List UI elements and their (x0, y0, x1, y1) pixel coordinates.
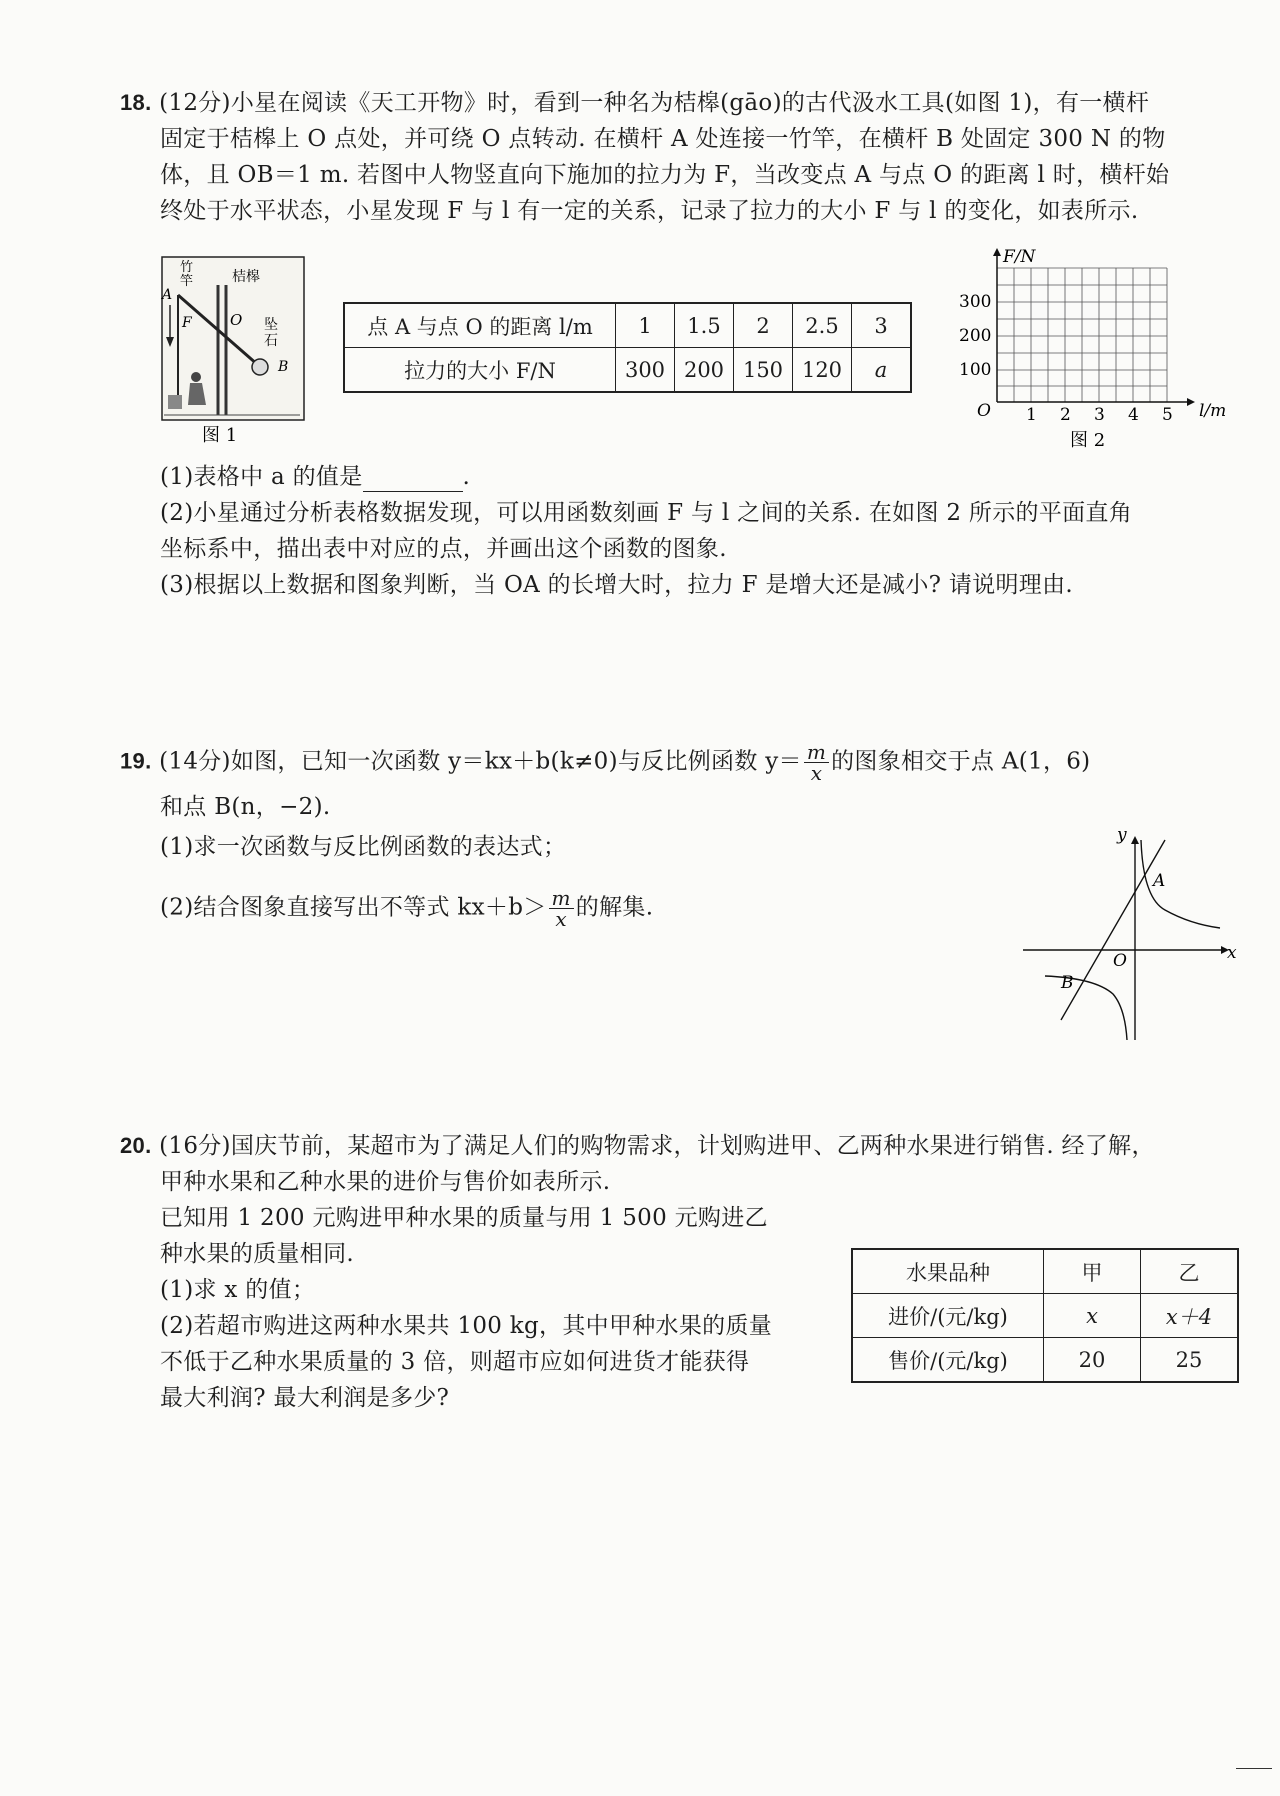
x-tick-3: 3 (1094, 405, 1105, 425)
q18-table-cell: 300 (616, 348, 675, 393)
q20-table-cell: x＋4 (1141, 1294, 1239, 1338)
q18-sub1 (160, 462, 470, 492)
q20-table-cell: 20 (1044, 1338, 1141, 1383)
q19-line1 (120, 742, 1090, 783)
q18-sub1-text: (1)表格中 a 的值是 (160, 464, 363, 490)
x-tick-4: 4 (1128, 405, 1139, 425)
q18-line4: 终处于水平状态，小星发现 F 与 l 有一定的关系，记录了拉力的大小 F 与 l 的变化，如表所示. (160, 198, 1139, 224)
fraction-numerator: m (549, 888, 574, 909)
x-tick-2: 2 (1060, 405, 1071, 425)
y-tick-100: 100 (959, 360, 992, 380)
q19-sub2-b: 的解集. (575, 894, 654, 921)
q20-table-row-price (852, 1338, 1238, 1383)
answer-blank[interactable] (363, 469, 463, 492)
label-zhu: 竹 (180, 260, 194, 275)
q18-table-cell: 120 (793, 348, 852, 393)
q20-table-cell: 25 (1141, 1338, 1239, 1383)
q20-table-header: 水果品种 (852, 1249, 1044, 1294)
fraction-denominator: x (555, 907, 567, 931)
y-axis-label: F/N (1003, 248, 1036, 267)
q20-line4: 种水果的质量相同. (160, 1241, 355, 1267)
q18-table-cell: 3 (852, 303, 912, 348)
q20-table-header: 乙 (1141, 1249, 1239, 1294)
q20-line2: 甲种水果和乙种水果的进价与售价如表所示. (160, 1169, 611, 1195)
q18-table-cell: 1 (616, 303, 675, 348)
q18-sub2-line2: 坐标系中，描出表中对应的点，并画出这个函数的图象. (160, 536, 727, 562)
point-A-label: A (1153, 871, 1166, 891)
y-axis-arrow (1131, 836, 1139, 844)
figure-2-grid (955, 248, 1240, 453)
figure-1-illustration (160, 255, 310, 450)
origin-label: O (1113, 951, 1127, 971)
x-label: x (1227, 943, 1237, 963)
q20-number: 20. (120, 1133, 152, 1158)
q20-table-cell: x (1044, 1294, 1141, 1338)
q20-line1 (120, 1131, 1155, 1161)
bucket (168, 395, 182, 409)
label-jiegao: 桔槔 (232, 269, 260, 285)
x-tick-5: 5 (1162, 405, 1173, 425)
q18-line3: 体，且 OB＝1 m. 若图中人物竖直向下施加的拉力为 F，当改变点 A 与点 O 的距离 l 时，横杆始 (160, 162, 1170, 188)
counterweight (252, 359, 268, 375)
q20-table-cell: 进价/(元/kg) (852, 1294, 1044, 1338)
point-B-label: B (1061, 973, 1074, 993)
page-edge-mark (1236, 1768, 1272, 1769)
q18-line1 (120, 88, 1149, 118)
q19-sub1: (1)求一次函数与反比例函数的表达式； (160, 834, 567, 860)
q18-table-row-force (344, 348, 911, 393)
q20-table-header-row (852, 1249, 1238, 1294)
q20-sub2-line3: 最大利润? 最大利润是多少? (160, 1385, 450, 1411)
q20-table (851, 1248, 1239, 1383)
fraction-numerator: m (804, 742, 829, 763)
linear-function-line (1061, 840, 1165, 1020)
x-axis-arrow (1187, 398, 1195, 406)
origin-label: O (977, 401, 991, 421)
x-axis-label: l/m (1199, 401, 1227, 421)
q18-table-cell: 2.5 (793, 303, 852, 348)
fraction-denominator: x (810, 761, 823, 785)
person-head (191, 372, 201, 382)
label-A: A (162, 287, 173, 303)
q18-sub1-end: . (462, 464, 471, 490)
q18-table-cell: 200 (675, 348, 734, 393)
q18-table-cell: 2 (734, 303, 793, 348)
q19-line1-b: 的图象相交于点 A(1，6) (831, 748, 1091, 775)
y-tick-200: 200 (959, 326, 992, 346)
fraction-m-over-x-2 (549, 888, 574, 929)
q18-table-header-distance: 点 A 与点 O 的距离 l/m (344, 303, 616, 348)
label-gan: 竿 (180, 274, 194, 289)
label-shi: 石 (264, 333, 278, 349)
q18-table (343, 302, 912, 393)
q19-number: 19. (120, 748, 152, 774)
q18-number: 18. (120, 90, 152, 115)
figure-2-caption: 图 2 (1070, 430, 1106, 451)
q20-line3: 已知用 1 200 元购进甲种水果的质量与用 1 500 元购进乙 (160, 1205, 768, 1231)
q18-table-row-distance (344, 303, 911, 348)
q19-line2: 和点 B(n，−2). (160, 794, 331, 820)
q20-table-cell: 售价/(元/kg) (852, 1338, 1044, 1383)
q18-table-header-force: 拉力的大小 F/N (344, 348, 616, 393)
q18-line2: 固定于桔槔上 O 点处，并可绕 O 点转动. 在横杆 A 处连接一竹竿，在横杆 B 处固定 300 N 的物 (160, 126, 1166, 152)
q18-table-cell: 1.5 (675, 303, 734, 348)
q20-line1-text: (16分)国庆节前，某超市为了满足人们的购物需求，计划购进甲、乙两种水果进行销售. 经了解， (159, 1133, 1155, 1159)
x-tick-1: 1 (1026, 405, 1037, 425)
q19-sub2-a: (2)结合图象直接写出不等式 kx＋b＞ (160, 894, 547, 921)
q19-line1-a: (14分)如图，已知一次函数 y＝kx＋b(k≠0)与反比例函数 y＝ (159, 748, 802, 775)
q18-sub3: (3)根据以上数据和图象判断，当 OA 的长增大时，拉力 F 是增大还是减小? 请说明理由. (160, 572, 1074, 598)
label-zhui: 坠 (264, 317, 278, 333)
y-label: y (1117, 828, 1127, 845)
label-F: F (182, 315, 192, 331)
q20-table-row-cost (852, 1294, 1238, 1338)
q19-function-graph (1015, 828, 1240, 1046)
label-B: B (278, 359, 289, 375)
y-axis-arrow (993, 248, 1001, 256)
q20-sub2-line1: (2)若超市购进这两种水果共 100 kg，其中甲种水果的质量 (160, 1313, 773, 1339)
q18-line1-text: (12分)小星在阅读《天工开物》时，看到一种名为桔槔(gāo)的古代汲水工具(如图 1)，有一横杆 (159, 90, 1150, 116)
fraction-m-over-x (804, 742, 829, 783)
q19-sub2 (160, 888, 653, 929)
q20-table-header: 甲 (1044, 1249, 1141, 1294)
q18-sub2-line1: (2)小星通过分析表格数据发现，可以用函数刻画 F 与 l 之间的关系. 在如图 2 所示的平面直角 (160, 500, 1133, 526)
q18-table-cell: 150 (734, 348, 793, 393)
grid-lines (997, 268, 1167, 402)
y-tick-300: 300 (959, 292, 992, 312)
label-O: O (230, 311, 243, 329)
hyperbola-branch-q3 (1045, 976, 1127, 1040)
q18-table-cell-a: a (852, 348, 912, 393)
q20-sub1: (1)求 x 的值； (160, 1277, 316, 1303)
figure-1-caption: 图 1 (202, 425, 238, 446)
q20-sub2-line2: 不低于乙种水果质量的 3 倍，则超市应如何进货才能获得 (160, 1349, 750, 1375)
